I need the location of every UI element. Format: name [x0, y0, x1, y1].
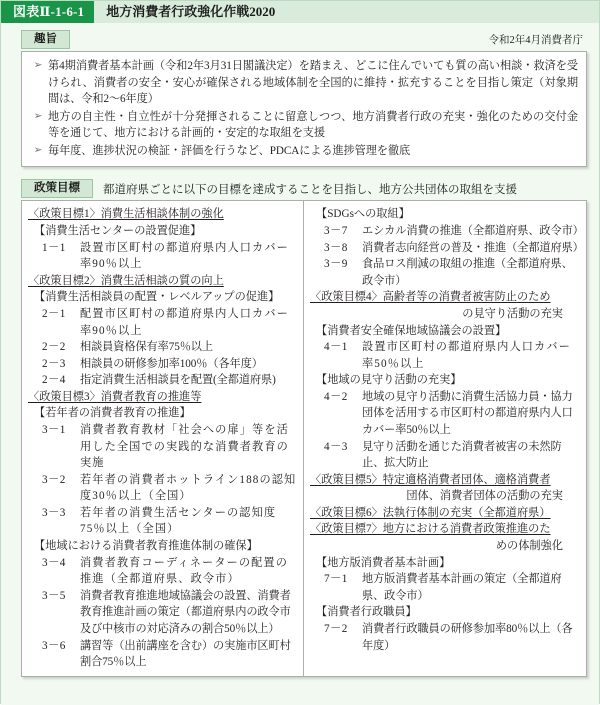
policy-target-item: [28, 339, 298, 356]
purpose-bullet-text: 第4期消費者基本計画（令和2年3月31日閣議決定）を踏まえ、どこに住んでいても質の高い相談・救済を受けられ、消費者の安全・安心が確保される地域体制を全国的に維持・拡充することを目指し策定（対象期間は、令和2～6年度）: [48, 60, 578, 106]
figure-number-badge: 図表Ⅱ-1-6-1: [1, 1, 94, 23]
policy-target-number: 4－3: [324, 440, 348, 453]
policy-goal-heading-text: 〈政策目標3〉消費者教育の推進等: [28, 390, 202, 403]
policy-target-number: 3－7: [324, 225, 348, 238]
policy-target-text: 食品ロス削減の取組の推進（全都道府県、政令市）: [362, 258, 573, 287]
policy-target-text: 配置市区町村の都道府県内人口カバー率90％以上: [80, 307, 289, 337]
policy-target-text: 消費者教育教材「社会への扉」等を活用した全国での実践的な消費者教育の実施: [80, 423, 289, 470]
policy-target-text: 若年者の消費者ホットライン188の認知度30％以上（全国）: [80, 473, 297, 503]
policy-target-item: [310, 256, 581, 289]
policy-goal-heading-continuation-text: めの体制強化: [495, 540, 563, 553]
policy-target-text: 消費者行政職員の研修参加率80％以上（各年度）: [362, 622, 573, 652]
figure-body: [1, 23, 599, 705]
policy-target-text: 消費者志向経営の普及・推進（全都道府県）: [362, 241, 584, 254]
policy-goal-heading: [310, 505, 581, 522]
policy-goal-heading-continuation-text: の見守り活動の充実: [462, 307, 563, 320]
policy-subcategory-heading: 【SDGsへの取組】: [316, 208, 410, 221]
policy-goal-heading-continuation: [310, 538, 581, 555]
policy-subcategory-heading: 【消費生活センターの設置促進】: [34, 225, 202, 238]
policy-target-item: [28, 472, 298, 505]
policy-goal-heading: [310, 472, 581, 489]
policy-goal-heading-continuation: [310, 306, 581, 323]
policy-goal-heading-text: 〈政策目標5〉特定適格消費者団体、適格消費者: [310, 473, 551, 486]
goals-right-column: [304, 201, 586, 676]
policy-target-item: [310, 339, 581, 372]
policy-target-item: [28, 240, 298, 273]
policy-target-number: 4－1: [324, 341, 348, 354]
policy-target-text: 地域の見守り活動に消費生活協力員・協力団体を活用する市区町村の都道府県内人口カバー率50％以上: [362, 390, 573, 436]
arrow-bullet-icon: ➢: [33, 60, 43, 71]
purpose-bullet-text: 毎年度、進捗状況の検証・評価を行うなど、PDCAによる進捗管理を徹底: [48, 144, 411, 157]
policy-goal-heading: [28, 206, 298, 223]
policy-target-text: 講習等（出前講座を含む）の実施市区町村割合75％以上: [80, 639, 291, 669]
policy-target-text: 見守り活動を通じた消費者被害の未然防止、拡大防止: [362, 440, 562, 470]
policy-target-item: [28, 638, 298, 671]
policy-target-text: 若年者の消費生活センターの認知度75％以上（全国）: [80, 506, 277, 536]
policy-target-number: 7－1: [324, 573, 348, 586]
purpose-section-header: [21, 30, 587, 49]
goals-box: [21, 200, 587, 677]
policy-target-item: [310, 621, 581, 654]
policy-goal-heading: [28, 389, 298, 406]
policy-goal-heading: [310, 521, 581, 538]
policy-target-text: 設置市区町村の都道府県内人口カバー率50％以上: [362, 341, 571, 370]
policy-subcategory-heading: 【地方版消費者基本計画】: [316, 556, 451, 569]
policy-goal-heading-text: 〈政策目標4〉高齢者等の消費者被害防止のため: [310, 291, 551, 304]
policy-goal-heading-text: 〈政策目標6〉法執行体制の充実（全都道府県）: [310, 506, 551, 519]
policy-target-number: 7－2: [324, 622, 348, 635]
figure-titlebar: [1, 1, 599, 23]
policy-subcategory-heading: 【消費者安全確保地域協議会の設置】: [316, 324, 507, 337]
policy-target-text: 消費者教育推進地域協議会の設置、消費者教育推進計画の策定（都道府県内の政令市及び中核市の対応済みの割合50％以上）: [80, 589, 291, 635]
policy-target-text: 相談員資格保有率75％以上: [80, 341, 213, 354]
purpose-section-tag: 趣旨: [21, 30, 70, 49]
policy-target-item: [310, 389, 581, 439]
policy-target-item: [28, 356, 298, 373]
policy-target-text: 地方版消費者基本計画の策定（全都道府県、政令市）: [362, 573, 562, 602]
policy-subcategory-heading: 【若年者の消費者教育の推進】: [34, 407, 191, 420]
policy-target-item: [310, 223, 584, 240]
policy-target-item: [28, 505, 298, 538]
figure-title: 地方消費者行政強化作戦2020: [106, 4, 276, 19]
policy-subcategory-heading: 【地域における消費者教育推進体制の確保】: [34, 540, 258, 553]
policy-subcategory-heading: 【消費生活相談員の配置・レベルアップの促進】: [34, 291, 280, 304]
policy-goal-heading-continuation: [310, 488, 581, 505]
policy-target-number: 4－2: [324, 390, 348, 403]
policy-goal-heading-text: 〈政策目標1〉消費生活相談体制の強化: [28, 208, 224, 221]
policy-target-number: 2－2: [42, 341, 66, 354]
policy-subcategory-heading: 【消費者行政職員】: [316, 606, 417, 619]
policy-goal-heading-text: 〈政策目標2〉消費生活相談の質の向上: [28, 274, 224, 287]
policy-goal-heading: [310, 289, 581, 306]
policy-target-number: 3－4: [42, 556, 66, 569]
goals-section-header: [21, 179, 587, 198]
policy-target-item: [28, 588, 298, 638]
purpose-issue-date: 令和2年4月消費者庁: [488, 35, 583, 46]
policy-target-number: 2－3: [42, 357, 66, 370]
policy-target-text: 設置市区町村の都道府県内人口カバー率90％以上: [80, 241, 289, 271]
policy-target-item: [310, 240, 584, 257]
policy-goal-heading-text: 〈政策目標7〉地方における消費者政策推進のた: [310, 523, 551, 536]
goals-section-tag: 政策目標: [21, 179, 93, 198]
policy-target-text: 消費者教育コーディネーターの配置の推進（全都道府県、政令市）: [80, 556, 288, 586]
arrow-bullet-icon: ➢: [33, 110, 43, 122]
policy-target-number: 3－1: [42, 423, 66, 436]
purpose-box: [21, 51, 587, 167]
purpose-bullet-item: [28, 143, 578, 160]
policy-target-number: 2－1: [42, 307, 66, 320]
arrow-bullet-icon: ➢: [33, 144, 43, 156]
policy-target-text: 指定消費生活相談員を配置(全都道府県): [80, 374, 276, 387]
policy-target-number: 3－9: [324, 258, 348, 271]
policy-target-number: 1－1: [42, 241, 66, 254]
policy-target-item: [310, 439, 581, 472]
policy-target-item: [28, 422, 298, 472]
policy-target-text: 相談員の研修参加率100％（各年度）: [80, 357, 263, 370]
purpose-bullet-text: 地方の自主性・自立性が十分発揮されることに留意しつつ、地方消費者行政の充実・強化のための交付金等を通じて、地方における計画的・安定的な取組を支援: [48, 110, 578, 140]
policy-goal-heading-continuation-text: 団体、消費者団体の活動の充実: [406, 490, 563, 503]
policy-target-number: 3－2: [42, 473, 66, 486]
policy-target-item: [28, 306, 298, 339]
policy-target-text: エシカル消費の推進（全都道府県、政令市）: [362, 225, 584, 238]
policy-target-number: 3－5: [42, 589, 66, 602]
policy-target-number: 3－6: [42, 639, 66, 652]
purpose-bullet-item: [28, 109, 578, 142]
policy-target-item: [28, 555, 298, 588]
policy-goal-heading: [28, 273, 298, 290]
goals-left-column: [22, 201, 304, 676]
policy-target-number: 2－4: [42, 374, 66, 387]
policy-target-item: [310, 571, 581, 604]
policy-subcategory-heading: 【地域の見守り活動の充実】: [316, 374, 462, 387]
policy-target-number: 3－3: [42, 506, 66, 519]
goals-section-note: 都道府県ごとに以下の目標を達成することを目指し、地方公共団体の取組を支援: [103, 183, 517, 196]
policy-target-number: 3－8: [324, 241, 348, 254]
policy-target-item: [28, 372, 298, 389]
purpose-bullet-item: [28, 58, 578, 108]
